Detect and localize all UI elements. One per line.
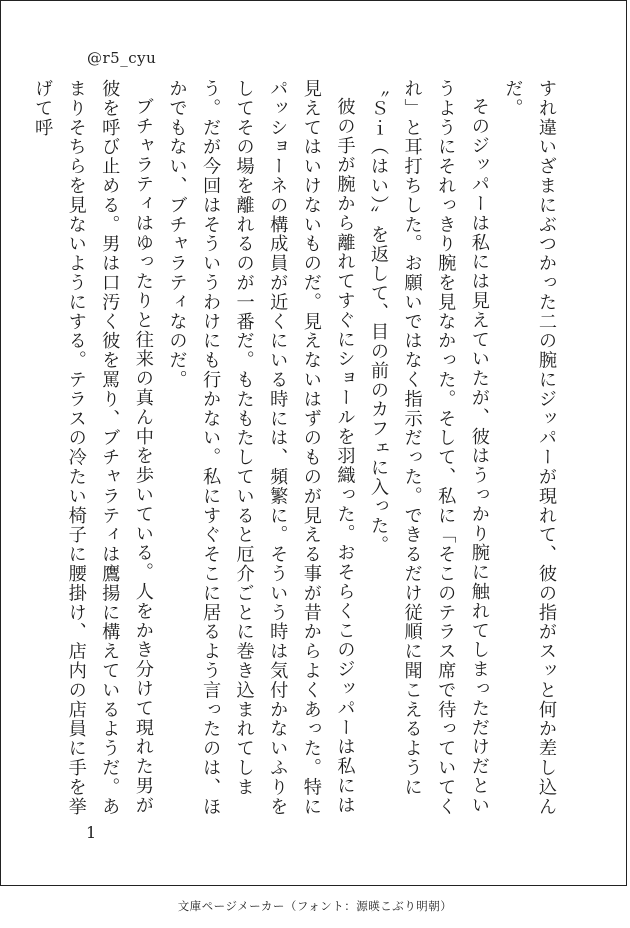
paragraph: 彼の手が腕から離れてすぐにショールを羽織った。おそらくこのジッパーは私には見えてはいけないものだ。見えないはずのものが見える事が昔からよくあった。特にパッショーネの構成員が近くにいる時には、頻繁に。そういう時は気付かないふりをしてその場を離れるのが一番だ。もたもたしていると厄介ごとに巻き込まれてしまう。だが今回はそういうわけにも行かない。私にすぐそこに居るよう言ったのは、ほかでもない、ブチャラティなのだ。: [166, 79, 356, 817]
footer-caption: 文庫ページメーカー（フォント：源暎こぶり明朝）: [177, 899, 453, 913]
page-number: 1: [86, 823, 97, 842]
paragraph: すれ違いざまにぶつかった二の腕にジッパーが現れて、彼の指がスッと何か差し込んだ。: [502, 79, 557, 817]
author-handle: @r5_cyu: [87, 49, 157, 67]
paragraph: ブチャラティはゆったりと往来の真ん中を歩いている。人をかき分けて現れた男が彼を呼び止める。男は口汚く彼を罵り、ブチャラティは鷹揚に構えているようだ。あまりそちらを見ないようにする。テラスの冷たい椅子に腰掛け、店内の店員に手を挙げて呼: [32, 79, 154, 817]
paragraph: そのジッパーは私には見えていたが、彼はうっかり腕に触れてしまっただけだというようにそれっきり腕を見なかった。そして、私に「そこのテラス席で待っていてくれ」と耳打ちした。お願いではなく指示だった。できるだけ従順に聞こえるように〝Ｓｉ（はい）〟を返して、目の前のカフェに入った。: [368, 79, 490, 817]
novel-body-text: [32, 79, 563, 824]
